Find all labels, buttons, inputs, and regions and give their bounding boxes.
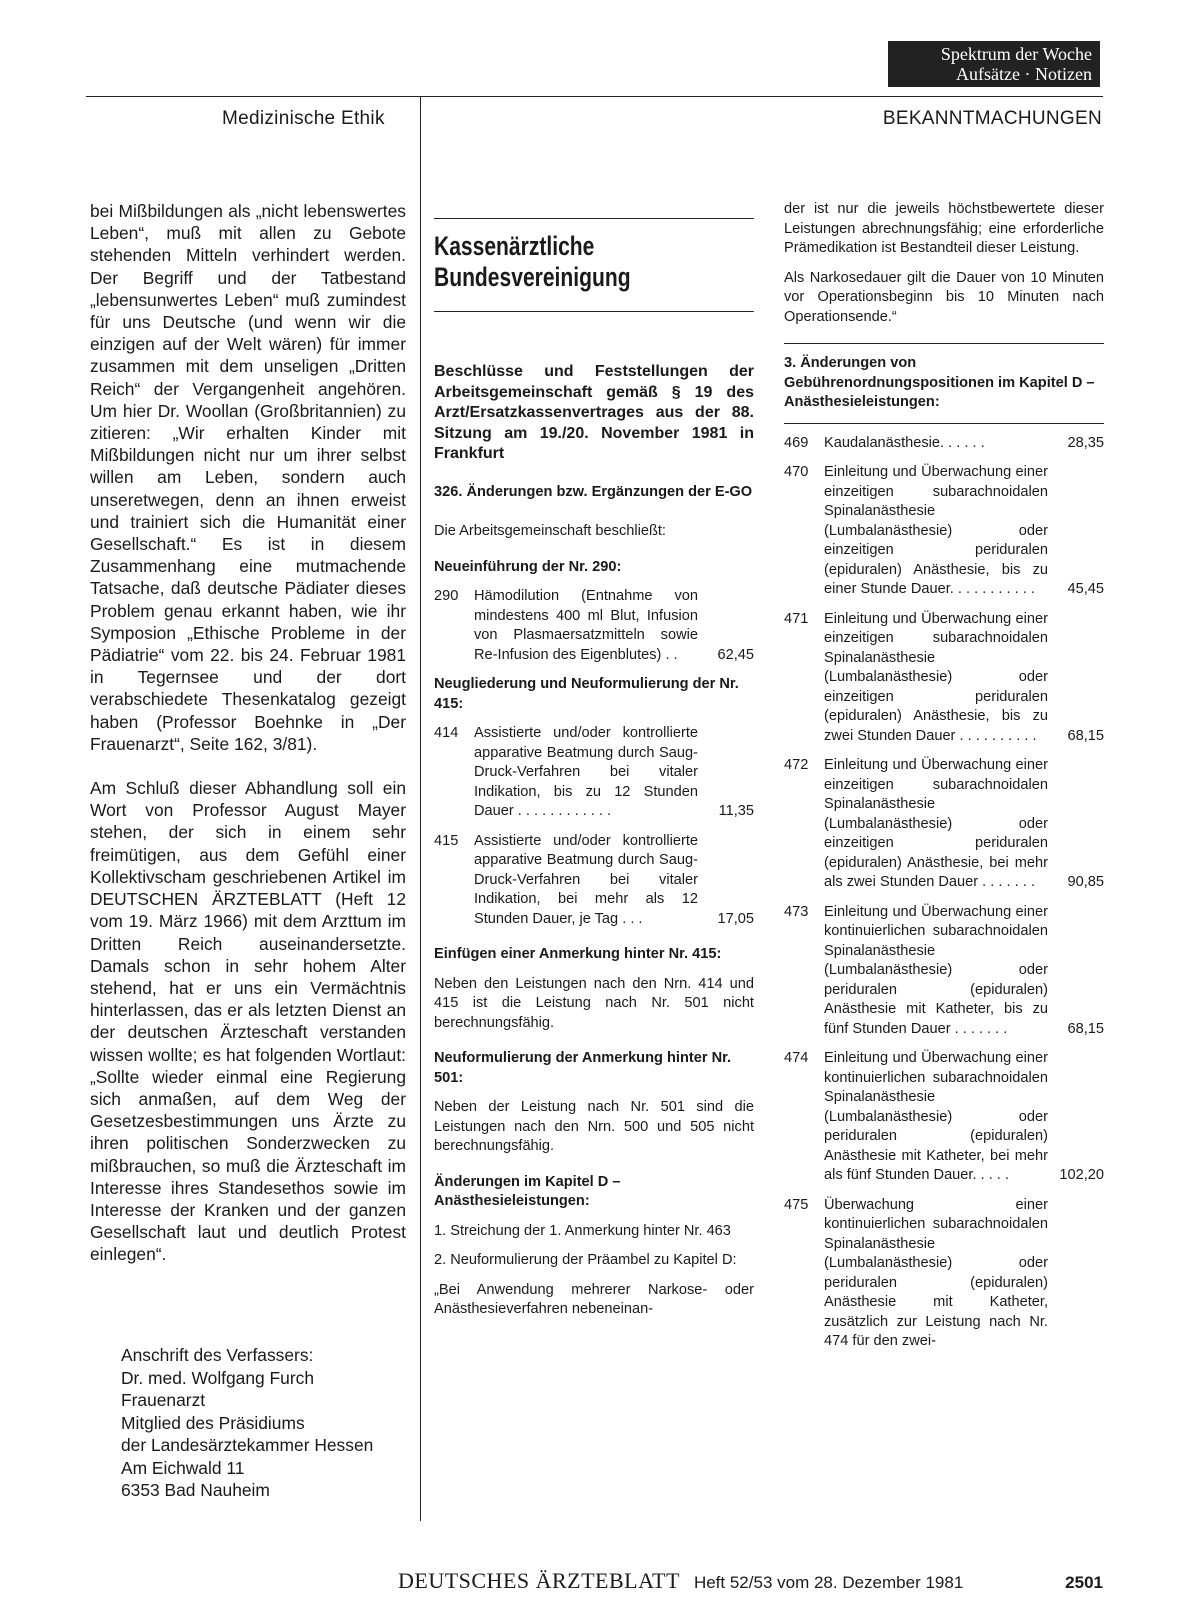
author-address [121, 1344, 373, 1502]
fee-description: Einleitung und Überwachung einer einzeitigen subarachnoidalen Spinalanästhesie (Lumbalanästhesie) oder einzeitigen periduralen (epiduralen) Anästhesie, bis zu zwei Stunden Dauer . . . . . . . . . . [824, 610, 1048, 744]
fee-item [784, 434, 1104, 454]
fee-amount: 17,05 [717, 910, 754, 927]
address-line: 6353 Bad Nauheim [121, 1480, 270, 1500]
page-number: 2501 [1065, 1573, 1103, 1592]
address-line: Dr. med. Wolfgang Furch [121, 1367, 314, 1388]
fee-item [434, 724, 754, 822]
kbv-title-line-2: Bundesvereinigung [434, 262, 631, 292]
paragraph: Als Narkosedauer gilt die Dauer von 10 Minuten vor Operationsbeginn bis 10 Minuten nach Operationsende.“ [784, 269, 1104, 325]
address-line: Am Eichwald 11 [121, 1457, 245, 1478]
header-rule [86, 96, 1103, 97]
fee-description: Einleitung und Überwachung einer einzeitigen subarachnoidalen Spinalanästhesie (Lumbalanästhesie) oder einzeitigen periduralen (epiduralen) Anästhesie, bei mehr als zwei Stunden Dauer . . . . . . . [824, 757, 1048, 890]
subheading: Einfügen einer Anmerkung hinter Nr. 415: [434, 946, 722, 962]
kbv-title-line-1: Kassenärztliche [434, 231, 595, 261]
fee-description: Einleitung und Überwachung einer einzeitigen subarachnoidalen Spinalanästhesie (Lumbalanästhesie) oder einzeitigen periduralen (epiduralen) Anästhesie, bis zu einer Stunde Dauer. . . . . . . . . . . [824, 464, 1048, 597]
badge-line-2: Aufsätze · Notizen [956, 64, 1092, 84]
fee-number: 290 [434, 588, 459, 604]
section-rule [784, 423, 1104, 424]
fee-description: Assistierte und/oder kontrollierte apparative Beatmung durch Saug-Druck-Verfahren bei vitaler Indikation, bis zu 12 Stunden Dauer . . . . . . . . . . . . [474, 725, 698, 819]
address-line: der Landesärztekammer Hessen [121, 1435, 374, 1455]
subheading: 3. Änderungen von Gebührenordnungspositionen im Kapitel D – Anästhesieleistungen: [784, 355, 1095, 410]
article-paragraph: bei Mißbildungen als „nicht lebenswertes Leben“, muß mit allen zu Gebote stehenden Mitteln verhindert werden. Der Begriff und der Tatbestand „lebensunwertes Leben“ muß zumindest für uns Deutsche (und wenn wir die einzigen auf der Welt wären) für immer zusammen mit dem unseligen „Dritten Reich“ der Vergangenheit angehören. Um hier Dr. Woollan (Großbritannien) zu zitieren: „Wir erhalten Kinder mit Mißbildungen nicht nur um ihrer selbst willen am Leben, sondern auch unseretwegen, denn an ihnen erweist und trainiert sich die Humanität einer Gesellschaft.“ Es ist in diesem Zusammenhang eine mutmachende Tatsache, daß deutsche Pädiater dieses Problem genau erkannt haben, wie ihr Symposion „Ethische Probleme in der Pädiatrie“ vom 22. bis 24. Februar 1981 in Tegernsee und der dort verabschiedete Thesenkatalog gezeigt haben (Professor Boehnke in „Der Frauenarzt“, Seite 162, 3/81). [90, 201, 406, 754]
fee-number: 473 [784, 903, 809, 920]
paragraph: 1. Streichung der 1. Anmerkung hinter Nr. 463 [434, 1222, 731, 1239]
issue-info: Heft 52/53 vom 28. Dezember 1981 [693, 1573, 964, 1592]
fee-item [784, 756, 1104, 893]
fee-number: 475 [784, 1196, 809, 1213]
section-badge [888, 41, 1100, 87]
fee-description: Hämodilution (Entnahme von mindestens 400 ml Blut, Infusion von Plasmaersatzmitteln sowie Re-Infusion des Eigenblutes) . . [474, 588, 698, 663]
subheading: Neugliederung und Neuformulierung der Nr. 415: [434, 676, 739, 712]
fee-item [784, 903, 1104, 1040]
fee-number: 472 [784, 757, 809, 773]
paragraph: Neben den Leistungen nach den Nrn. 414 und 415 ist die Leistung nach Nr. 501 nicht berechnungsfähig. [434, 975, 754, 1031]
fee-amount: 62,45 [717, 646, 754, 663]
section-rule [784, 343, 1104, 344]
fee-number: 414 [434, 725, 459, 741]
fee-description: Assistierte und/oder kontrollierte apparative Beatmung durch Saug-Druck-Verfahren bei vitaler Indikation, bei mehr als 12 Stunden Dauer, je Tag . . . [474, 832, 698, 927]
fee-item [434, 587, 754, 665]
article-paragraph: Am Schluß dieser Abhandlung soll ein Wort von Professor August Mayer stehen, der sich in einem sehr freimütigen, aus dem Gefühl einer Kollektivscham geschriebenen Artikel im DEUTSCHEN ÄRZTEBLATT (Heft 12 vom 19. März 1966) mit dem Arzttum im Dritten Reich auseinandersetzte. Damals schon in sehr hohem Alter stehend, hat er uns ein Vermächtnis hinterlassen, das er als letzten Dienst an der deutschen Ärzteschaft verstanden wissen wollte; es hat folgenden Wortlaut: „Sollte wieder einmal eine Regierung sich anmaßen, auf dem Weg der Gesetzesbestimmungen uns Ärzte zu ihren politischen Sonderzwecken zu mißbrauchen, so muß die Ärzteschaft im Interesse ihres Standesethos sowie im Interesse der Kranken und der ganzen Gesellschaft laut und deutlich Protest einlegen“. [90, 778, 406, 1265]
subheading: Änderungen im Kapitel D – Anästhesieleistungen: [434, 1173, 621, 1209]
fee-description: Überwachung einer kontinuierlichen subarachnoidalen Spinalanästhesie (Lumbalanästhesie) oder periduralen (epiduralen) Anästhesie mit Katheter, zusätzlich zur Leistung nach Nr. 474 für den zwei- [824, 1196, 1048, 1349]
kbv-title [434, 218, 754, 312]
section-title-left: Medizinische Ethik [222, 108, 385, 129]
fee-description: Kaudalanästhesie. . . . . . [824, 434, 985, 451]
page-footer [398, 1568, 1103, 1594]
lead-heading: Beschlüsse und Feststellungen der Arbeitsgemeinschaft gemäß § 19 des Arzt/Ersatzkassenvertrages aus der 88. Sitzung am 19./20. November 1981 in Frankfurt [434, 363, 754, 462]
fee-amount: 68,15 [1067, 727, 1104, 744]
announcement-column-1 [434, 200, 754, 1330]
journal-name: DEUTSCHES ÄRZTEBLATT [398, 1568, 680, 1593]
fee-description: Einleitung und Überwachung einer kontinuierlichen subarachnoidalen Spinalanästhesie (Lumbalanästhesie) oder periduralen (epiduralen) Anästhesie mit Katheter, bei mehr als fünf Stunden Dauer. . . . . [824, 1050, 1048, 1183]
fee-amount: 28,35 [1067, 434, 1104, 451]
paragraph: der ist nur die jeweils höchstbewertete dieser Leistungen abrechnungsfähig; eine erforderliche Prämedikation ist Bestandteil dieser Leistung. [784, 201, 1104, 256]
column-divider [420, 96, 421, 1521]
address-line: Mitglied des Präsidiums [121, 1412, 305, 1433]
fee-amount: 11,35 [718, 803, 754, 819]
fee-item [784, 1049, 1104, 1186]
fee-number: 470 [784, 464, 809, 480]
badge-line-1: Spektrum der Woche [940, 44, 1092, 64]
fee-item [784, 463, 1104, 600]
fee-number: 469 [784, 434, 809, 451]
address-line: Frauenarzt [121, 1390, 206, 1410]
fee-amount: 68,15 [1067, 1020, 1104, 1037]
article-column [90, 200, 406, 1288]
announcement-column-2 [784, 200, 1104, 1362]
paragraph: Die Arbeitsgemeinschaft beschließt: [434, 523, 666, 539]
paragraph: Neben der Leistung nach Nr. 501 sind die Leistungen nach den Nrn. 500 und 505 nicht berechnungsfähig. [434, 1099, 754, 1154]
fee-amount: 102,20 [1059, 1167, 1104, 1183]
fee-amount: 45,45 [1067, 581, 1104, 597]
paragraph: 2. Neuformulierung der Präambel zu Kapitel D: [434, 1252, 737, 1268]
fee-description: Einleitung und Überwachung einer kontinuierlichen subarachnoidalen Spinalanästhesie (Lumbalanästhesie) oder periduralen (epiduralen) Anästhesie mit Katheter, bis zu fünf Stunden Dauer . . . . . . . [824, 903, 1048, 1037]
fee-number: 474 [784, 1050, 809, 1066]
subheading: Neueinführung der Nr. 290: [434, 558, 622, 575]
subheading: Neuformulierung der Anmerkung hinter Nr. 501: [434, 1050, 732, 1086]
fee-item [784, 1196, 1104, 1352]
fee-number: 415 [434, 832, 459, 849]
fee-item [434, 832, 754, 930]
paragraph: „Bei Anwendung mehrerer Narkose- oder Anästhesieverfahren nebeneinan- [434, 1281, 754, 1317]
fee-amount: 90,85 [1067, 874, 1104, 890]
address-line: Anschrift des Verfassers: [121, 1345, 314, 1365]
fee-number: 471 [784, 610, 809, 627]
section-title-right: BEKANNTMACHUNGEN [882, 108, 1102, 129]
fee-item [784, 610, 1104, 747]
subheading: 326. Änderungen bzw. Ergänzungen der E-GO [434, 483, 753, 500]
